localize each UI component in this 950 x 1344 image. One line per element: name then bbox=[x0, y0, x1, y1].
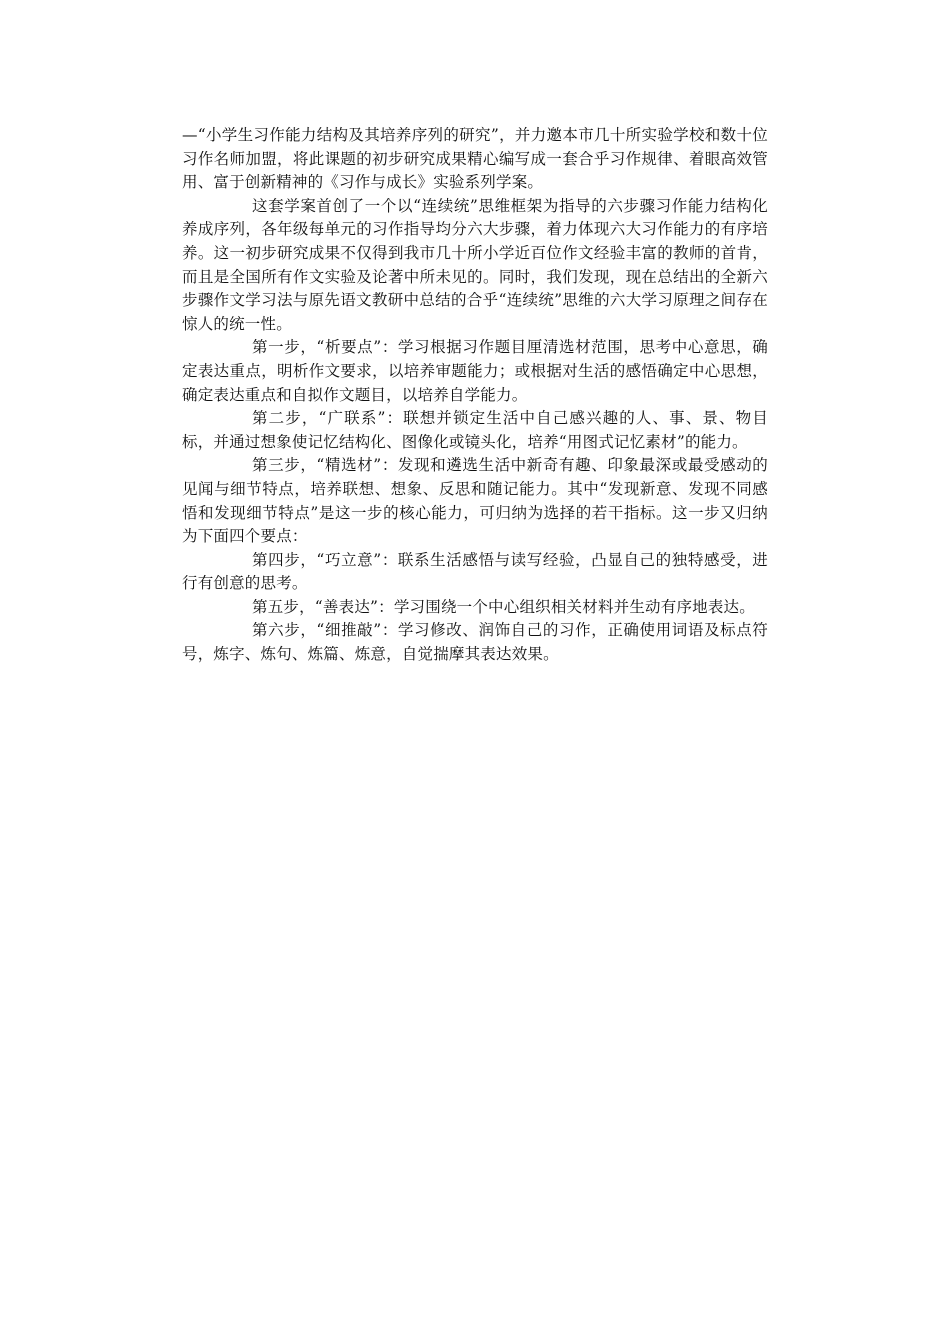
paragraph-step-3: 第三步，“精选材”：发现和遴选生活中新奇有趣、印象最深或最受感动的见闻与细节特点，培养联想、想象、反思和随记能力。其中“发现新意、发现不同感悟和发现细节特点”是这一步的核心能力，可归纳为选择的若干指标。这一步又归纳为下面四个要点： bbox=[182, 456, 768, 546]
paragraph-step-6: 第六步，“细推敲”：学习修改、润饰自己的习作，正确使用词语及标点符号，炼字、炼句、炼篇、炼意，自觉揣摩其表达效果。 bbox=[182, 621, 768, 664]
body-text bbox=[182, 124, 768, 667]
paragraph-step-1: 第一步，“析要点”：学习根据习作题目厘清选材范围，思考中心意思，确定表达重点，明析作文要求，以培养审题能力；或根据对生活的感悟确定中心思想，确定表达重点和自拟作文题目，以培养自学能力。 bbox=[182, 338, 768, 404]
paragraph-step-2: 第二步，“广联系”：联想并锁定生活中自己感兴趣的人、事、景、物目标，并通过想象使记忆结构化、图像化或镜头化，培养“用图式记忆素材”的能力。 bbox=[182, 409, 768, 451]
paragraph-step-4: 第四步，“巧立意”：联系生活感悟与读写经验，凸显自己的独特感受，进行有创意的思考。 bbox=[182, 550, 768, 593]
paragraph-step-5: 第五步，“善表达”：学习围绕一个中心组织相关材料并生动有序地表达。 bbox=[252, 597, 755, 616]
paragraph-framework: 这套学案首创了一个以“连续统”思维框架为指导的六步骤习作能力结构化养成序列，各年级每单元的习作指导均分六大步骤，着力体现六大习作能力的有序培养。这一初步研究成果不仅得到我市几十所小学近百位作文经验丰富的教师的首肯，而且是全国所有作文实验及论著中所未见的。同时，我们发现，现在总结出的全新六步骤作文学习法与原先语文教研中总结的合乎“连续统”思维的六大学习原理之间存在惊人的统一性。 bbox=[182, 196, 768, 333]
paragraph-continuation: —“小学生习作能力结构及其培养序列的研究”，并力邀本市几十所实验学校和数十位习作名师加盟，将此课题的初步研究成果精心编写成一套合乎习作规律、着眼高效管用、富于创新精神的《习作与成长》实验系列学案。 bbox=[182, 126, 768, 192]
